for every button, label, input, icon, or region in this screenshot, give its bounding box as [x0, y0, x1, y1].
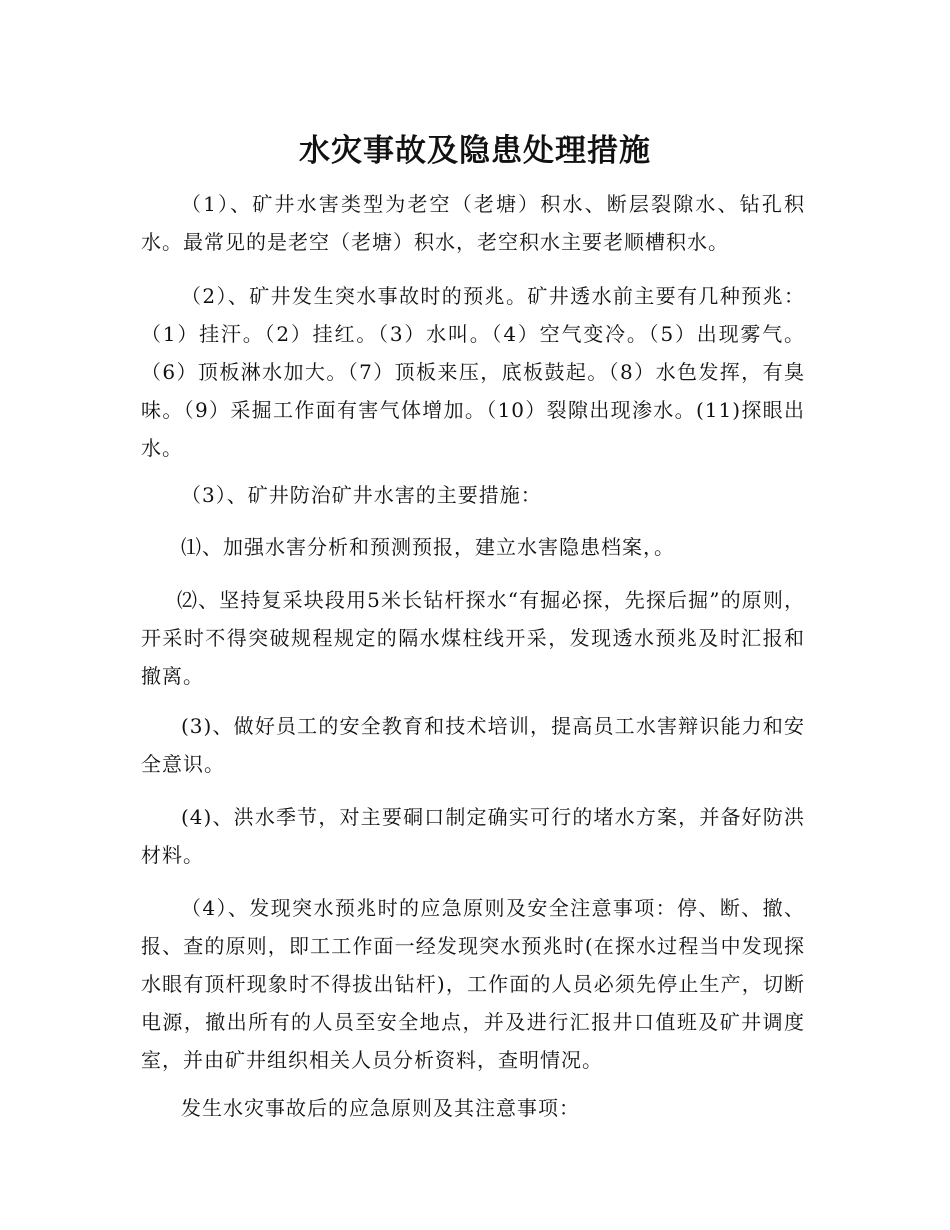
- paragraph-after-accident-heading: 发生水灾事故后的应急原则及其注意事项：: [181, 1096, 580, 1120]
- paragraph-measure-3: (3)、做好员工的安全教育和技术培训，提高员工水害辩识能力和安全意识。: [141, 714, 805, 776]
- paragraph-main-measures-heading: （3）、矿井防治矿井水害的主要措施：: [181, 483, 542, 507]
- paragraph-water-hazard-types: （1）、矿井水害类型为老空（老塘）积水、断层裂隙水、钻孔积水。最常见的是老空（老塘）积水，老空积水主要老顺槽积水。: [141, 192, 805, 254]
- document-title: 水灾事故及隐患处理措施: [299, 132, 651, 169]
- paragraph-emergency-principles: （4）、发现突水预兆时的应急原则及安全注意事项：停、断、撤、报、查的原则，即工工作面一经发现突水预兆时(在探水过程当中发现探水眼有顶杆现象时不得拔出钻杆)，工作面的人员必须先停止生产，切断电源，撤出所有的人员至安全地点，并及进行汇报井口值班及矿井调度室，并由矿井组织相关人员分析资料，查明情况。: [141, 896, 805, 1072]
- paragraph-water-inrush-signs: （2）、矿井发生突水事故时的预兆。矿井透水前主要有几种预兆：（1）挂汗。（2）挂红。（3）水叫。（4）空气变冷。（5）出现雾气。（6）顶板淋水加大。（7）顶板来压，底板鼓起。（8）水色发挥，有臭味。（9）采掘工作面有害气体增加。（10）裂隙出现渗水。(11)探眼出水。: [141, 284, 805, 460]
- paragraph-measure-2: ⑵、坚持复采块段用5米长钻杆探水“有掘必探，先探后掘”的原则，开采时不得突破规程规定的隔水煤柱线开采，发现透水预兆及时汇报和撤离。: [141, 588, 805, 688]
- paragraph-measure-1: ⑴、加强水害分析和预测预报，建立水害隐患档案，。: [181, 535, 675, 559]
- paragraph-measure-4: (4)、洪水季节，对主要硐口制定确实可行的堵水方案，并备好防洪材料。: [141, 805, 805, 867]
